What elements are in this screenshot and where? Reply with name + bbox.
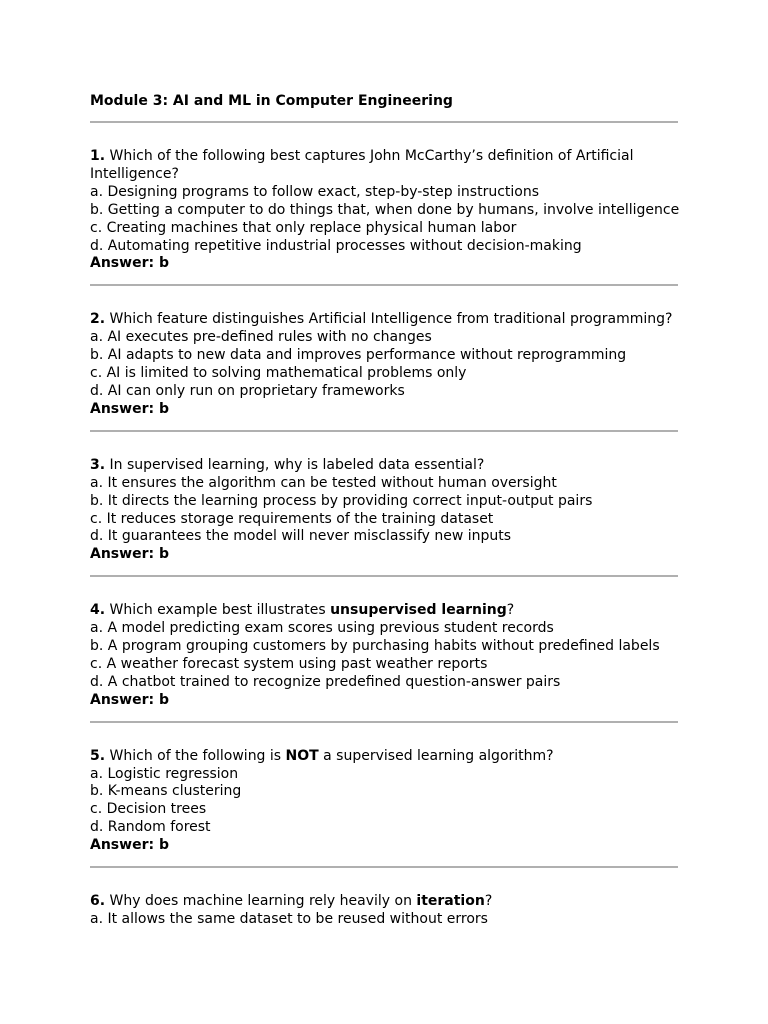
question-number: 3. bbox=[90, 456, 106, 473]
title-divider bbox=[90, 121, 678, 123]
question-text: Which example best illustrates bbox=[105, 602, 331, 619]
question-stem bbox=[90, 311, 680, 329]
answer-option: b. AI adapts to new data and improves performance without reprogramming bbox=[90, 347, 627, 364]
question-stem bbox=[90, 602, 680, 620]
question-stem bbox=[90, 893, 680, 911]
answer-option: a. It allows the same dataset to be reused without errors bbox=[90, 911, 488, 927]
question-text: Which of the following is bbox=[105, 747, 286, 764]
answer-key: Answer: b bbox=[90, 837, 169, 854]
question-divider bbox=[90, 284, 678, 286]
question-emphasis: iteration bbox=[416, 893, 485, 910]
document-title: Module 3: AI and ML in Computer Engineering bbox=[90, 93, 453, 109]
question-stem bbox=[90, 457, 680, 475]
answer-option: d. AI can only run on proprietary frameworks bbox=[90, 382, 405, 399]
answer-key: Answer: b bbox=[90, 255, 169, 272]
document-page bbox=[90, 91, 680, 929]
answer-option: c. Creating machines that only replace physical human labor bbox=[90, 219, 517, 236]
answer-key: Answer: b bbox=[90, 546, 169, 563]
question-emphasis: NOT bbox=[285, 747, 319, 764]
question-list bbox=[90, 148, 680, 929]
answer-option: b. Getting a computer to do things that, when done by humans, involve intelligence bbox=[90, 201, 680, 218]
question-5 bbox=[90, 748, 680, 868]
answer-option: d. It guarantees the model will never misclassify new inputs bbox=[90, 528, 512, 545]
answer-key: Answer: b bbox=[90, 691, 169, 708]
answer-option: b. A program grouping customers by purchasing habits without predefined labels bbox=[90, 638, 660, 655]
answer-option: c. Decision trees bbox=[90, 801, 207, 818]
answer-option: a. Designing programs to follow exact, step-by-step instructions bbox=[90, 183, 540, 200]
question-divider bbox=[90, 430, 678, 432]
question-text-end: a supervised learning algorithm? bbox=[318, 747, 554, 764]
question-text: Which of the following best captures John McCarthy’s definition of Artificial Intelligence? bbox=[90, 148, 638, 182]
question-number: 6. bbox=[90, 893, 106, 910]
question-1 bbox=[90, 148, 680, 286]
question-6 bbox=[90, 893, 680, 929]
question-number: 1. bbox=[90, 148, 106, 164]
answer-option: b. It directs the learning process by providing correct input-output pairs bbox=[90, 492, 593, 509]
answer-option: a. It ensures the algorithm can be tested without human oversight bbox=[90, 474, 557, 491]
answer-option: c. AI is limited to solving mathematical problems only bbox=[90, 365, 467, 382]
answer-option: a. Logistic regression bbox=[90, 765, 239, 782]
question-4 bbox=[90, 602, 680, 722]
question-divider bbox=[90, 866, 678, 868]
answer-option: a. AI executes pre-defined rules with no changes bbox=[90, 329, 432, 346]
answer-option: d. Random forest bbox=[90, 819, 211, 836]
question-stem bbox=[90, 148, 680, 184]
answer-option: d. Automating repetitive industrial processes without decision-making bbox=[90, 237, 582, 254]
answer-option: c. A weather forecast system using past weather reports bbox=[90, 655, 488, 672]
question-text: In supervised learning, why is labeled data essential? bbox=[105, 456, 485, 473]
question-text: Why does machine learning rely heavily on bbox=[105, 893, 417, 910]
question-2 bbox=[90, 311, 680, 431]
answer-option: a. A model predicting exam scores using previous student records bbox=[90, 620, 554, 637]
question-3 bbox=[90, 457, 680, 577]
question-number: 4. bbox=[90, 602, 106, 619]
answer-option: b. K-means clustering bbox=[90, 783, 242, 800]
question-text-end: ? bbox=[484, 893, 493, 910]
question-divider bbox=[90, 575, 678, 577]
question-number: 2. bbox=[90, 311, 106, 328]
question-emphasis: unsupervised learning bbox=[330, 602, 507, 619]
question-text: Which feature distinguishes Artificial Intelligence from traditional programming? bbox=[105, 311, 673, 328]
question-number: 5. bbox=[90, 747, 106, 764]
question-divider bbox=[90, 721, 678, 723]
answer-option: c. It reduces storage requirements of the training dataset bbox=[90, 510, 494, 527]
answer-option: d. A chatbot trained to recognize predefined question-answer pairs bbox=[90, 673, 561, 690]
question-stem bbox=[90, 748, 680, 766]
answer-key: Answer: b bbox=[90, 400, 169, 417]
question-text-end: ? bbox=[506, 602, 515, 619]
